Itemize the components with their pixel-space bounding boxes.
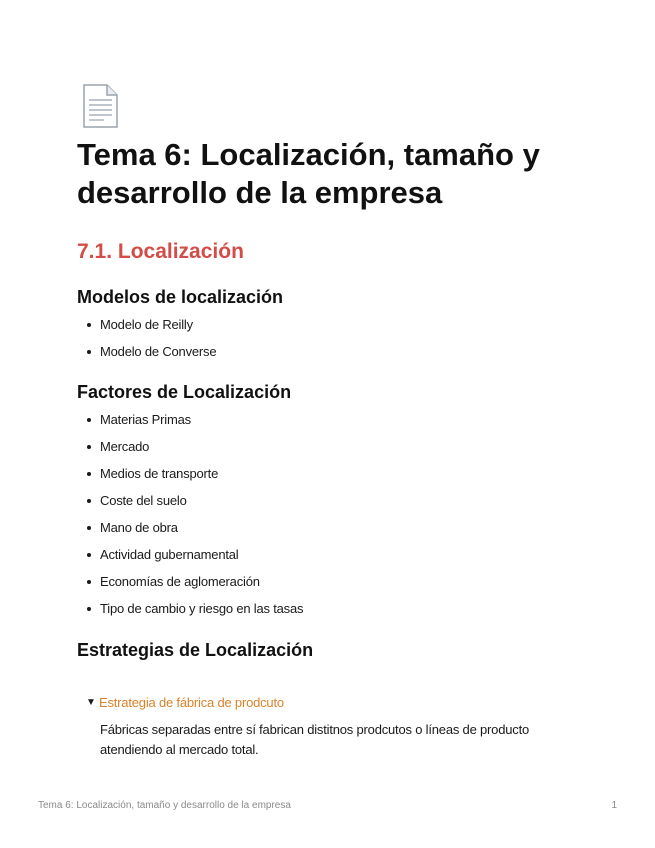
page-icon [80, 84, 120, 128]
list-item: Materias Primas [77, 411, 303, 438]
list-item: Medios de transporte [77, 465, 303, 492]
list-item: Tipo de cambio y riesgo en las tasas [77, 600, 303, 627]
list-item: Modelo de Converse [77, 343, 216, 370]
toggle-block [86, 694, 566, 760]
factores-heading: Factores de Localización [77, 382, 292, 402]
list-item: Mercado [77, 438, 303, 465]
list-item: Economías de aglomeración [77, 573, 303, 600]
factores-list [77, 411, 303, 627]
section-heading: 7.1. Localización [77, 240, 244, 263]
modelos-list [77, 316, 216, 370]
toggle-header[interactable] [86, 694, 566, 712]
triangle-down-icon[interactable]: ▼ [86, 697, 96, 708]
list-item: Coste del suelo [77, 492, 303, 519]
page-title: Tema 6: Localización, tamaño y desarrollo de la empresa [77, 137, 540, 210]
page-number: 1 [611, 800, 617, 811]
toggle-body: Fábricas separadas entre sí fabrican distitnos prodcutos o líneas de producto atendiendo al mercado total. [100, 722, 530, 757]
list-item: Mano de obra [77, 519, 303, 546]
footer-title: Tema 6: Localización, tamaño y desarrollo de la empresa [38, 800, 291, 811]
list-item: Actividad gubernamental [77, 546, 303, 573]
toggle-label[interactable]: Estrategia de fábrica de prodcuto [99, 695, 284, 710]
list-item: Modelo de Reilly [77, 316, 216, 343]
estrategias-heading: Estrategias de Localización [77, 640, 314, 660]
modelos-heading: Modelos de localización [77, 287, 284, 307]
